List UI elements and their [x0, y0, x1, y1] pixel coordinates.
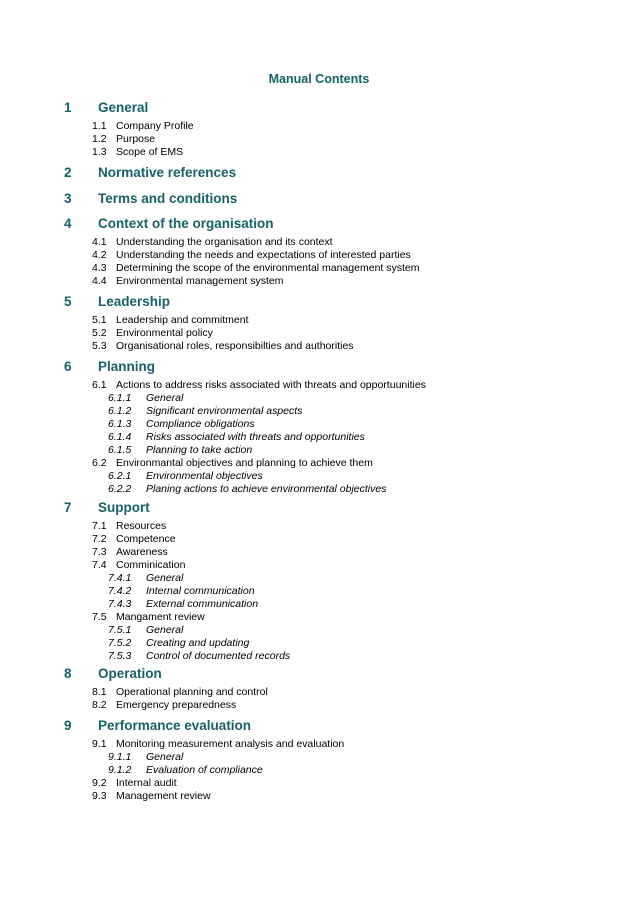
- subsubsection-item: [108, 764, 263, 776]
- subsubsection-item-title: Environmental objectives: [146, 470, 263, 482]
- subsection-item-number: 7.1: [92, 520, 107, 532]
- subsection-item-title: Understanding the organisation and its context: [116, 236, 333, 248]
- page-title: Manual Contents: [268, 72, 370, 86]
- subsection-item-title: Environmental management system: [116, 275, 284, 287]
- subsection-item-number: 9.3: [92, 790, 107, 802]
- subsubsection-item-number: 6.2.2: [108, 483, 132, 495]
- subsection-item: [92, 777, 177, 789]
- subsection-item-number: 4.4: [92, 275, 107, 287]
- subsubsection-item-number: 7.5.3: [108, 650, 132, 662]
- subsection-item-title: Mangament review: [116, 611, 205, 623]
- subsubsection-item: [108, 624, 183, 636]
- subsection-item: [92, 327, 213, 339]
- subsection-item-title: Management review: [116, 790, 211, 802]
- subsection-item-title: Environmantal objectives and planning to achieve them: [116, 457, 373, 469]
- subsection-item-title: Awareness: [116, 546, 168, 558]
- subsubsection-item-number: 6.1.1: [108, 392, 132, 404]
- subsection-item-title: Emergency preparedness: [116, 699, 237, 711]
- section-heading-title: Operation: [98, 666, 162, 681]
- subsection-item-number: 5.1: [92, 314, 107, 326]
- subsection-item-number: 1.2: [92, 133, 107, 145]
- subsubsection-item: [108, 431, 365, 443]
- subsubsection-item-number: 6.1.4: [108, 431, 132, 443]
- subsection-item: [92, 686, 268, 698]
- subsubsection-item-title: Risks associated with threats and opportunities: [146, 431, 365, 443]
- subsubsection-item-title: Compliance obligations: [146, 418, 255, 430]
- subsubsection-item: [108, 444, 252, 456]
- subsection-item: [92, 340, 354, 352]
- section-heading: [64, 165, 236, 180]
- section-heading-number: 7: [64, 500, 72, 515]
- subsection-item: [92, 559, 185, 571]
- subsubsection-item-title: Control of documented records: [146, 650, 291, 662]
- subsection-item-number: 8.2: [92, 699, 107, 711]
- subsubsection-item-number: 9.1.2: [108, 764, 132, 776]
- subsubsection-item-title: General: [146, 624, 184, 636]
- subsection-item: [92, 790, 211, 802]
- subsection-item-number: 1.3: [92, 146, 107, 158]
- subsubsection-item: [108, 751, 183, 763]
- subsection-item-title: Competence: [116, 533, 176, 545]
- section-heading: [64, 191, 237, 206]
- subsubsection-item: [108, 598, 258, 610]
- subsection-item-number: 9.2: [92, 777, 107, 789]
- subsection-item-title: Understanding the needs and expectations of interested parties: [116, 249, 411, 261]
- subsubsection-item-title: Planing actions to achieve environmental objectives: [146, 483, 387, 495]
- subsection-item-title: Monitoring measurement analysis and evaluation: [116, 738, 345, 750]
- subsection-item: [92, 314, 249, 326]
- subsection-item: [92, 520, 166, 532]
- subsubsection-item-number: 7.4.2: [108, 585, 132, 597]
- section-heading-title: Leadership: [98, 294, 171, 309]
- subsection-item-title: Leadership and commitment: [116, 314, 249, 326]
- subsubsection-item: [108, 637, 249, 649]
- subsection-item: [92, 120, 194, 132]
- subsubsection-item-title: General: [146, 751, 184, 763]
- subsection-item-title: Actions to address risks associated with threats and opportuunities: [116, 379, 426, 391]
- subsubsection-item-title: Planning to take action: [146, 444, 253, 456]
- subsection-item-title: Environmental policy: [116, 327, 213, 339]
- subsection-item-title: Scope of EMS: [116, 146, 184, 158]
- subsection-item: [92, 133, 155, 145]
- subsubsection-item-title: General: [146, 572, 184, 584]
- section-heading: [64, 666, 162, 681]
- section-heading-title: Planning: [98, 359, 155, 374]
- subsubsection-item: [108, 392, 183, 404]
- subsection-item-number: 5.3: [92, 340, 107, 352]
- subsection-item-number: 7.5: [92, 611, 107, 623]
- section-heading: [64, 100, 148, 115]
- subsection-item: [92, 379, 426, 391]
- subsubsection-item: [108, 418, 255, 430]
- subsubsection-item: [108, 585, 255, 597]
- section-heading-title: General: [98, 100, 149, 115]
- subsubsection-item-title: General: [146, 392, 184, 404]
- subsubsection-item-title: Significant environmental aspects: [146, 405, 303, 417]
- section-heading-number: 8: [64, 666, 72, 681]
- subsubsection-item-title: Evaluation of compliance: [146, 764, 263, 776]
- subsection-item: [92, 611, 205, 623]
- subsubsection-item: [108, 470, 263, 482]
- subsection-item-title: Comminication: [116, 559, 186, 571]
- subsection-item: [92, 249, 411, 261]
- subsection-item-number: 5.2: [92, 327, 107, 339]
- subsection-item: [92, 262, 420, 274]
- section-heading-number: 4: [64, 216, 72, 231]
- subsubsection-item: [108, 650, 290, 662]
- section-heading-title: Support: [98, 500, 150, 515]
- subsubsection-item-number: 6.1.5: [108, 444, 132, 456]
- section-heading-title: Performance evaluation: [98, 718, 252, 733]
- subsubsection-item: [108, 572, 183, 584]
- subsection-item-title: Company Profile: [116, 120, 194, 132]
- subsection-item-title: Resources: [116, 520, 167, 532]
- subsection-item-number: 6.2: [92, 457, 107, 469]
- subsubsection-item-number: 7.5.1: [108, 624, 132, 636]
- subsection-item: [92, 146, 183, 158]
- subsubsection-item-number: 7.4.1: [108, 572, 132, 584]
- subsection-item: [92, 533, 176, 545]
- subsection-item: [92, 699, 236, 711]
- subsubsection-item-title: Internal communication: [146, 585, 255, 597]
- subsubsection-item-number: 6.1.3: [108, 418, 132, 430]
- subsection-item-title: Purpose: [116, 133, 156, 145]
- subsection-item: [92, 546, 168, 558]
- section-heading-number: 9: [64, 718, 72, 733]
- subsubsection-item-title: External communication: [146, 598, 259, 610]
- subsection-item: [92, 236, 333, 248]
- subsection-item-number: 4.3: [92, 262, 107, 274]
- section-heading-number: 1: [64, 100, 72, 115]
- subsection-item-number: 6.1: [92, 379, 107, 391]
- subsection-item-number: 9.1: [92, 738, 107, 750]
- section-heading-number: 3: [64, 191, 72, 206]
- section-heading-number: 6: [64, 359, 72, 374]
- subsection-item-title: Organisational roles, responsibilties and authorities: [116, 340, 354, 352]
- subsection-item-number: 4.2: [92, 249, 107, 261]
- subsubsection-item: [108, 483, 386, 495]
- section-heading: [64, 500, 150, 515]
- section-heading: [64, 718, 251, 733]
- subsubsection-item-number: 6.2.1: [108, 470, 132, 482]
- section-heading-title: Terms and conditions: [98, 191, 238, 206]
- subsection-item-number: 8.1: [92, 686, 107, 698]
- subsubsection-item-title: Creating and updating: [146, 637, 250, 649]
- subsubsection-item: [108, 405, 302, 417]
- subsection-item-title: Determining the scope of the environmental management system: [116, 262, 420, 274]
- subsection-item-number: 7.3: [92, 546, 107, 558]
- subsection-item-number: 4.1: [92, 236, 107, 248]
- section-heading: [64, 294, 170, 309]
- subsection-item-number: 7.2: [92, 533, 107, 545]
- section-heading-title: Context of the organisation: [98, 216, 274, 231]
- subsection-item-number: 7.4: [92, 559, 107, 571]
- subsubsection-item-number: 6.1.2: [108, 405, 132, 417]
- subsection-item-title: Internal audit: [116, 777, 177, 789]
- subsection-item: [92, 457, 373, 469]
- section-heading-title: Normative references: [98, 165, 237, 180]
- section-heading: [64, 216, 274, 231]
- subsection-item: [92, 275, 284, 287]
- section-heading: [64, 359, 155, 374]
- subsection-item-title: Operational planning and control: [116, 686, 268, 698]
- section-heading-number: 5: [64, 294, 72, 309]
- subsubsection-item-number: 7.4.3: [108, 598, 132, 610]
- subsubsection-item-number: 9.1.1: [108, 751, 132, 763]
- section-heading-number: 2: [64, 165, 72, 180]
- subsubsection-item-number: 7.5.2: [108, 637, 132, 649]
- subsection-item: [92, 738, 344, 750]
- subsection-item-number: 1.1: [92, 120, 107, 132]
